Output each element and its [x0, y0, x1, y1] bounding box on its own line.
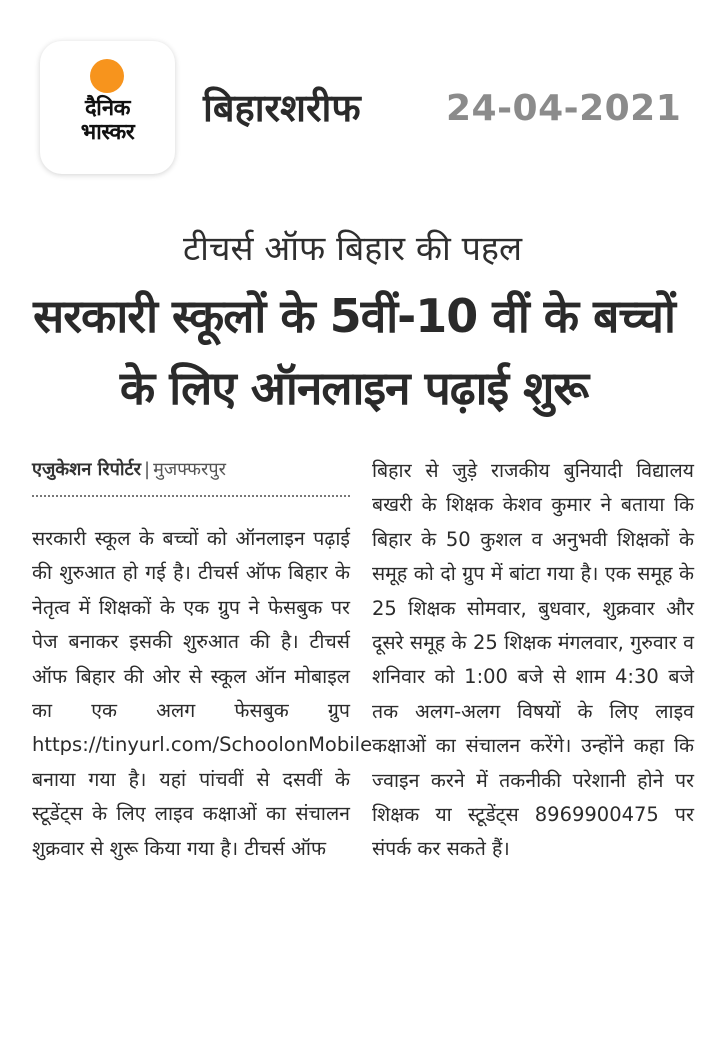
logo-line-1: दैनिक	[85, 96, 130, 121]
byline-reporter: एजुकेशन रिपोर्टर	[32, 459, 141, 480]
edition-city: बिहारशरीफ	[203, 86, 361, 130]
page-header	[0, 0, 705, 200]
logo-line-2: भास्कर	[80, 120, 135, 145]
edition-date: 24-04-2021	[446, 88, 682, 129]
newspaper-logo	[40, 41, 175, 174]
article-column-right	[372, 454, 694, 867]
logo-wordmark	[40, 97, 175, 145]
article-column-left	[32, 522, 373, 866]
byline-divider	[32, 495, 350, 497]
byline-separator: |	[143, 459, 151, 480]
column-left-text: सरकारी स्कूल के बच्चों को ऑनलाइन पढ़ाई की शुरुआत हो गई है। टीचर्स ऑफ बिहार के नेतृत्व में शिक्षकों के एक ग्रुप ने फेसबुक पर पेज बनाकर इसकी शुरुआत की है। टीचर्स ऑफ बिहार की ओर से स्कूल ऑन मोबाइल का एक अलग फेसबुक ग्रुप https://tinyurl.com/SchoolonMobile बनाया गया है। यहां पांचवीं से दसवीं के स्टूडेंट्स के लिए लाइव कक्षाओं का संचालन शुक्रवार से शुरू किया गया है। टीचर्स ऑफ	[32, 527, 373, 860]
article-byline	[32, 456, 348, 484]
article-kicker: टीचर्स ऑफ बिहार की पहल	[182, 229, 523, 269]
article-headline: सरकारी स्कूलों के 5वीं-10 वीं के बच्चों के लिए ऑनलाइन पढ़ाई शुरू	[33, 289, 675, 415]
column-right-text: बिहार से जुड़े राजकीय बुनियादी विद्यालय बखरी के शिक्षक केशव कुमार ने बताया कि बिहार के 50 कुशल व अनुभवी शिक्षकों के समूह को दो ग्रुप में बांटा गया है। एक समूह के 25 शिक्षक सोमवार, बुधवार, शुक्रवार और दूसरे समूह के 25 शिक्षक मंगलवार, गुरुवार व शनिवार को 1:00 बजे से शाम 4:30 बजे तक अलग-अलग विषयों के लिए लाइव कक्षाओं का संचालन करेंगे। उन्होंने कहा कि ज्वाइन करने में तकनीकी परेशानी होने पर शिक्षक या स्टूडेंट्स 8969900475 पर संपर्क कर सकते हैं।	[372, 459, 694, 861]
logo-sun-icon	[90, 59, 124, 93]
byline-location: मुजफ्फरपुर	[153, 459, 226, 480]
